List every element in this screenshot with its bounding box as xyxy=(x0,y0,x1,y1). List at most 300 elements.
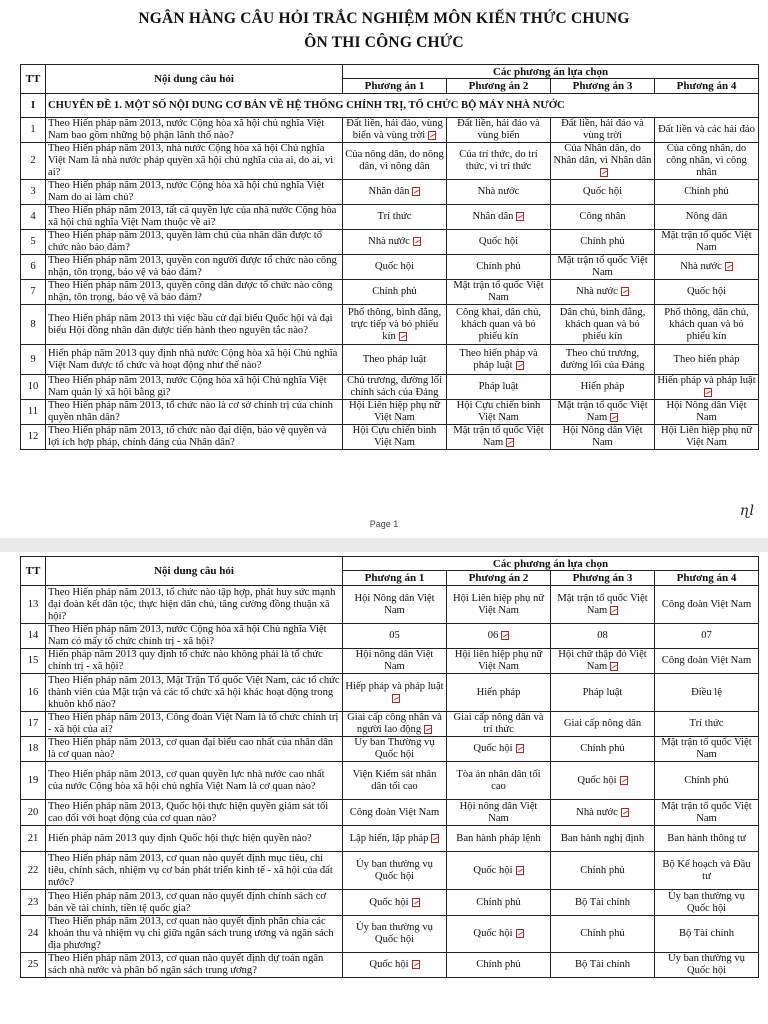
question-number: 22 xyxy=(21,852,46,890)
answer-option-4 xyxy=(655,143,759,180)
question-text: Hiến pháp năm 2013 quy định tổ chức nào không phải là tổ chức chính trị - xã hội? xyxy=(46,649,343,674)
answer-option-3 xyxy=(551,255,655,280)
answer-option-1 xyxy=(343,425,447,450)
answer-option-3 xyxy=(551,425,655,450)
question-number: 16 xyxy=(21,674,46,712)
answer-option-text: Công đoàn Việt Nam xyxy=(661,598,752,610)
answer-option-3 xyxy=(551,345,655,375)
answer-option-text: Mặt trận tổ quốc Việt Nam xyxy=(453,425,544,448)
answer-option-text: Giai cấp nông dân và trí thức xyxy=(453,712,544,735)
answer-option-3 xyxy=(551,649,655,674)
answer-option-4 xyxy=(655,916,759,953)
answer-option-4 xyxy=(655,762,759,800)
answer-option-text: Mặt trận tổ quốc Việt Nam xyxy=(557,400,648,423)
question-number: 20 xyxy=(21,800,46,826)
answer-option-3 xyxy=(551,305,655,345)
answer-option-2 xyxy=(447,852,551,890)
question-text: Hiến pháp năm 2013 quy định Quốc hội thực hiện quyền nào? xyxy=(46,826,343,852)
answer-option-text: Theo hiến pháp xyxy=(673,353,740,365)
header-content: Nội dung câu hỏi xyxy=(46,557,343,586)
answer-option-text: Ủy ban Thường vụ Quốc hội xyxy=(354,737,435,760)
answer-option-text: Nhà nước xyxy=(368,236,410,247)
answer-option-text: Đất liền, hải đảo, vùng biển và vùng trời xyxy=(346,118,443,141)
question-text: Theo Hiến pháp năm 2013, cơ quan nào quyết định mục tiêu, chỉ tiêu, chính sách, nhiệm vụ cơ bản phát triển kinh tế - xã hội của đất nước? xyxy=(46,852,343,890)
question-number: 1 xyxy=(21,118,46,143)
answer-option-4 xyxy=(655,953,759,978)
answer-option-text: Quốc hội xyxy=(473,743,513,754)
answer-option-1 xyxy=(343,375,447,400)
header-content: Nội dung câu hỏi xyxy=(46,65,343,94)
answer-mark-icon xyxy=(431,834,439,843)
answer-option-4 xyxy=(655,375,759,400)
answer-option-text: Hội chữ thập đỏ Việt Nam xyxy=(558,649,647,672)
page-footer: Page 1 xyxy=(369,519,399,529)
answer-option-4 xyxy=(655,737,759,762)
answer-option-1 xyxy=(343,280,447,305)
question-table-page-2 xyxy=(20,556,759,978)
answer-option-text: Công khai, dân chủ, khách quan và bỏ phiếu kín xyxy=(455,306,542,342)
question-text: Theo Hiến pháp năm 2013, Công đoàn Việt Nam là tổ chức chính trị - xã hội của ai? xyxy=(46,712,343,737)
answer-option-4 xyxy=(655,425,759,450)
answer-mark-icon xyxy=(392,694,400,703)
answer-option-text: Nhà nước xyxy=(576,286,618,297)
answer-option-text: Bộ Tài chính xyxy=(574,959,631,970)
answer-option-2 xyxy=(447,890,551,916)
answer-option-1 xyxy=(343,916,447,953)
answer-option-text: Quốc hội xyxy=(478,236,519,247)
section-number: I xyxy=(21,94,46,118)
answer-option-2 xyxy=(447,826,551,852)
question-number: 19 xyxy=(21,762,46,800)
answer-option-1 xyxy=(343,800,447,826)
answer-option-text: Hiến pháp xyxy=(580,381,625,392)
answer-option-text: Nông dân xyxy=(685,211,728,222)
section-title: CHUYÊN ĐỀ 1. MỘT SỐ NỘI DUNG CƠ BẢN VỀ HỆ THỐNG CHÍNH TRỊ, TỔ CHỨC BỘ MÁY NHÀ NƯỚC xyxy=(46,94,759,118)
answer-option-3 xyxy=(551,916,655,953)
answer-option-text: Của công nhân, do công nhân, vì công nhân xyxy=(666,143,747,178)
answer-option-1 xyxy=(343,180,447,205)
answer-option-text: Theo pháp luật xyxy=(362,353,427,365)
question-number: 12 xyxy=(21,425,46,450)
answer-option-text: Ban hành pháp lệnh xyxy=(456,832,541,844)
answer-option-3 xyxy=(551,953,655,978)
answer-option-text: Mặt trận tổ quốc Việt Nam xyxy=(557,592,648,616)
question-number: 5 xyxy=(21,230,46,255)
header-option-3: Phương án 3 xyxy=(551,571,655,586)
question-number: 18 xyxy=(21,737,46,762)
answer-option-2 xyxy=(447,586,551,624)
answer-option-2 xyxy=(447,737,551,762)
question-row xyxy=(21,737,759,762)
question-text: Theo Hiến pháp năm 2013, cơ quan quyền lực nhà nước cao nhất của nước Cộng hòa xã hội chủ nghĩa Việt Nam là cơ quan nào? xyxy=(46,762,343,800)
answer-option-3 xyxy=(551,118,655,143)
question-row xyxy=(21,852,759,890)
answer-mark-icon xyxy=(610,662,618,671)
question-row xyxy=(21,305,759,345)
answer-option-text: Hội nông dân Việt Nam xyxy=(355,649,434,672)
answer-option-4 xyxy=(655,180,759,205)
question-number: 3 xyxy=(21,180,46,205)
answer-option-2 xyxy=(447,712,551,737)
answer-mark-icon xyxy=(506,438,514,447)
answer-option-4 xyxy=(655,624,759,649)
answer-option-3 xyxy=(551,712,655,737)
question-number: 23 xyxy=(21,890,46,916)
question-row xyxy=(21,375,759,400)
answer-mark-icon xyxy=(428,131,436,140)
question-text: Theo Hiến pháp năm 2013, nước Cộng hòa xã hội chủ nghĩa Việt Nam bao gồm những bộ phận lãnh thổ nào? xyxy=(46,118,343,143)
question-number: 17 xyxy=(21,712,46,737)
question-row xyxy=(21,826,759,852)
answer-option-3 xyxy=(551,143,655,180)
question-row xyxy=(21,205,759,230)
answer-option-text: Chính phủ xyxy=(476,959,521,970)
answer-mark-icon xyxy=(413,237,421,246)
question-text: Theo Hiến pháp năm 2013, nước Cộng hòa xã hội Chủ nghĩa Việt Nam có mấy tổ chức chính trị - xã hội? xyxy=(46,624,343,649)
answer-option-1 xyxy=(343,649,447,674)
answer-option-text: Ủy ban thường vụ Quốc hội xyxy=(356,922,433,945)
question-number: 4 xyxy=(21,205,46,230)
answer-option-text: Điều lệ xyxy=(691,686,722,698)
answer-option-text: Giai cấp công nhân và người lao động xyxy=(347,712,442,735)
answer-option-text: Bộ Tài chính xyxy=(678,928,735,939)
answer-option-3 xyxy=(551,674,655,712)
answer-option-4 xyxy=(655,890,759,916)
question-row xyxy=(21,674,759,712)
question-row xyxy=(21,953,759,978)
header-options-group: Các phương án lựa chọn xyxy=(343,557,759,571)
answer-option-4 xyxy=(655,826,759,852)
answer-option-text: Công nhân xyxy=(579,211,626,222)
question-number: 11 xyxy=(21,400,46,425)
answer-mark-icon xyxy=(412,960,420,969)
question-text: Theo Hiến pháp năm 2013, tổ chức nào tập hợp, phát huy sức mạnh đại đoàn kết dân tộc, thực hiện dân chủ, tăng cường đồng thuận xã hội? xyxy=(46,586,343,624)
answer-option-2 xyxy=(447,375,551,400)
answer-option-text: Quốc hội xyxy=(369,959,409,970)
answer-mark-icon xyxy=(412,898,420,907)
answer-option-1 xyxy=(343,255,447,280)
question-row xyxy=(21,916,759,953)
answer-option-text: Quốc hội xyxy=(582,186,623,197)
answer-option-text: Tòa án nhân dân tối cao xyxy=(456,768,541,792)
answer-option-text: Trí thức xyxy=(689,718,724,729)
answer-option-text: Mặt trận tổ quốc Việt Nam xyxy=(661,230,752,253)
answer-option-text: Nhà nước xyxy=(576,806,618,818)
answer-option-text: Nhà nước xyxy=(477,186,520,197)
question-text: Theo Hiến pháp năm 2013 thì việc bầu cử đại biểu Quốc hội và đại biểu Hội đồng nhân dân được tiến hành theo nguyên tắc nào? xyxy=(46,305,343,345)
answer-mark-icon xyxy=(424,725,432,734)
answer-option-2 xyxy=(447,762,551,800)
question-text: Theo Hiến pháp năm 2013, Mặt Trận Tổ quốc Việt Nam, các tổ chức thành viên của Mặt trận và các tổ chức xã hội khác hoạt động trong khuôn khổ nào? xyxy=(46,674,343,712)
answer-option-4 xyxy=(655,800,759,826)
question-row xyxy=(21,143,759,180)
answer-option-text: Chính phủ xyxy=(684,186,729,197)
answer-option-text: Trí thức xyxy=(377,211,412,222)
answer-option-text: Ban hành nghị định xyxy=(560,832,645,844)
question-row xyxy=(21,762,759,800)
answer-option-text: Quốc hội xyxy=(369,896,409,908)
answer-option-text: Hội Cựu chiến binh Việt Nam xyxy=(352,425,437,448)
answer-option-text: Chính phủ xyxy=(580,928,625,939)
answer-option-text: Ban hành thông tư xyxy=(667,832,746,844)
answer-option-1 xyxy=(343,762,447,800)
answer-option-text: Mặt trận tổ quốc Việt Nam xyxy=(661,737,752,760)
answer-option-text: Hội Liên hiệp phụ nữ Việt Nam xyxy=(348,400,441,423)
answer-option-1 xyxy=(343,712,447,737)
answer-option-4 xyxy=(655,255,759,280)
answer-option-4 xyxy=(655,712,759,737)
answer-option-text: Hội Nông dân Việt Nam xyxy=(562,425,643,448)
answer-option-text: Hội nông dân Việt Nam xyxy=(459,800,538,824)
answer-option-3 xyxy=(551,890,655,916)
answer-option-text: Chính phủ xyxy=(476,261,521,272)
answer-option-text: Hội Cựu chiến binh Việt Nam xyxy=(456,400,541,423)
answer-option-2 xyxy=(447,400,551,425)
answer-mark-icon xyxy=(620,776,628,785)
answer-option-4 xyxy=(655,586,759,624)
answer-option-text: Ủy ban thường vụ Quốc hội xyxy=(668,953,745,976)
answer-option-text: Bộ Kế hoạch và Đầu tư xyxy=(662,858,751,882)
question-text: Theo Hiến pháp năm 2013, Quốc hội thực hiện quyền giám sát tối cao đối với hoạt động của cơ quan nào? xyxy=(46,800,343,826)
answer-option-2 xyxy=(447,205,551,230)
answer-option-2 xyxy=(447,305,551,345)
answer-option-text: Hiếp pháp và pháp luật xyxy=(345,680,444,692)
answer-option-3 xyxy=(551,800,655,826)
header-options-group: Các phương án lựa chọn xyxy=(343,65,759,79)
answer-mark-icon xyxy=(412,187,420,196)
answer-option-4 xyxy=(655,852,759,890)
question-number: 25 xyxy=(21,953,46,978)
answer-option-1 xyxy=(343,852,447,890)
header-tt: TT xyxy=(21,557,46,586)
header-option-2: Phương án 2 xyxy=(447,571,551,586)
answer-option-3 xyxy=(551,624,655,649)
question-text: Theo Hiến pháp năm 2013, cơ quan nào quyết định chính sách cơ bản về tài chính, tiền tệ quốc gia? xyxy=(46,890,343,916)
question-row xyxy=(21,624,759,649)
answer-option-text: Dân chủ, bình đẳng, khách quan và bỏ phiếu kín xyxy=(559,306,646,342)
answer-option-3 xyxy=(551,280,655,305)
question-text: Theo Hiến pháp năm 2013, tất cả quyền lực của nhà nước Cộng hòa xã hội chủ nghĩa Việt Nam thuộc về ai? xyxy=(46,205,343,230)
answer-option-3 xyxy=(551,375,655,400)
answer-option-4 xyxy=(655,400,759,425)
answer-option-3 xyxy=(551,400,655,425)
answer-option-text: 06 xyxy=(487,630,499,641)
answer-option-4 xyxy=(655,205,759,230)
answer-mark-icon xyxy=(600,168,608,177)
answer-option-text: Đất liền, hải đảo và vùng trời xyxy=(561,118,644,141)
answer-mark-icon xyxy=(725,262,733,271)
question-number: 24 xyxy=(21,916,46,953)
question-row xyxy=(21,800,759,826)
answer-option-text: 07 xyxy=(701,630,712,641)
header-option-1: Phương án 1 xyxy=(343,79,447,94)
answer-option-2 xyxy=(447,255,551,280)
header-option-1: Phương án 1 xyxy=(343,571,447,586)
answer-option-1 xyxy=(343,624,447,649)
answer-option-text: Nhân dân xyxy=(472,211,514,222)
answer-option-2 xyxy=(447,800,551,826)
answer-option-1 xyxy=(343,143,447,180)
question-table-page-1 xyxy=(20,64,759,450)
answer-option-3 xyxy=(551,737,655,762)
answer-option-text: Quốc hội xyxy=(686,286,727,297)
answer-option-text: Chính phủ xyxy=(684,774,729,786)
answer-option-1 xyxy=(343,118,447,143)
document-subtitle: ÔN THI CÔNG CHỨC xyxy=(304,34,464,51)
answer-option-1 xyxy=(343,345,447,375)
answer-option-text: Theo hiến pháp và pháp luật xyxy=(459,347,538,371)
answer-option-text: Của trí thức, do trí thức, vì trí thức xyxy=(459,149,538,172)
question-text: Theo Hiến pháp năm 2013, quyền làm chủ của nhân dân được tổ chức nào bảo đảm? xyxy=(46,230,343,255)
answer-mark-icon xyxy=(516,744,524,753)
question-text: Theo Hiến pháp năm 2013, tổ chức nào đại diện, bảo vệ quyền và lợi ích hợp pháp, chính đáng của Nhân dân? xyxy=(46,425,343,450)
page-separator xyxy=(0,538,768,552)
question-text: Theo Hiến pháp năm 2013, quyền công dân được tổ chức nào công nhận, tôn trọng, bảo vệ và bảo đảm? xyxy=(46,280,343,305)
question-row xyxy=(21,890,759,916)
answer-option-text: Hội Nông dân Việt Nam xyxy=(354,592,435,616)
answer-option-text: Mặt trận tổ quốc Việt Nam xyxy=(453,280,544,303)
answer-option-1 xyxy=(343,400,447,425)
answer-option-text: Công đoàn Việt Nam xyxy=(349,806,440,818)
question-text: Theo Hiến pháp năm 2013, cơ quan nào quyết định dự toán ngân sách nhà nước và phân bổ ngân sách trung ương? xyxy=(46,953,343,978)
answer-option-text: Nhân dân xyxy=(368,186,410,197)
answer-option-text: Nhà nước xyxy=(680,261,722,272)
answer-option-4 xyxy=(655,230,759,255)
answer-mark-icon xyxy=(704,388,712,397)
question-row xyxy=(21,425,759,450)
answer-option-text: 05 xyxy=(389,630,400,641)
question-text: Theo Hiến pháp năm 2013, nước Cộng hòa xã hội Chủ nghĩa Việt Nam quản lý xã hội bằng gì? xyxy=(46,375,343,400)
question-row xyxy=(21,586,759,624)
answer-option-text: Mặt trận tổ quốc Việt Nam xyxy=(661,800,752,824)
answer-option-1 xyxy=(343,205,447,230)
answer-option-1 xyxy=(343,230,447,255)
question-text: Theo Hiến pháp năm 2013, nước Cộng hòa xã hội chủ nghĩa Việt Nam do ai làm chủ? xyxy=(46,180,343,205)
answer-mark-icon xyxy=(501,631,509,640)
answer-option-2 xyxy=(447,624,551,649)
answer-option-4 xyxy=(655,118,759,143)
question-number: 2 xyxy=(21,143,46,180)
question-number: 6 xyxy=(21,255,46,280)
answer-option-1 xyxy=(343,953,447,978)
answer-mark-icon xyxy=(516,212,524,221)
question-row xyxy=(21,180,759,205)
question-number: 13 xyxy=(21,586,46,624)
answer-option-text: Chính phủ xyxy=(476,896,521,908)
answer-option-text: Đất liền, hải đảo và vùng biển xyxy=(457,118,540,141)
question-number: 14 xyxy=(21,624,46,649)
answer-option-text: Quốc hội xyxy=(473,864,513,876)
answer-option-text: Mặt trận tổ quốc Việt Nam xyxy=(557,255,648,278)
answer-option-4 xyxy=(655,674,759,712)
answer-option-2 xyxy=(447,674,551,712)
answer-option-1 xyxy=(343,737,447,762)
question-row xyxy=(21,345,759,375)
question-number: 15 xyxy=(21,649,46,674)
answer-option-text: Lập hiến, lập pháp xyxy=(349,832,429,844)
answer-option-text: Quốc hội xyxy=(473,928,513,939)
answer-option-text: Chính phủ xyxy=(372,286,417,297)
answer-option-2 xyxy=(447,180,551,205)
answer-option-3 xyxy=(551,852,655,890)
answer-option-3 xyxy=(551,826,655,852)
answer-option-text: Hiến pháp và pháp luật xyxy=(657,375,756,386)
answer-option-text: Đất liền và các hải đảo xyxy=(658,124,755,135)
answer-option-text: Ủy ban thường vụ Quốc hội xyxy=(668,890,745,914)
answer-option-text: Hội liên hiệp phụ nữ Việt Nam xyxy=(454,649,543,672)
question-number: 10 xyxy=(21,375,46,400)
answer-mark-icon xyxy=(516,361,524,370)
question-row xyxy=(21,230,759,255)
answer-mark-icon xyxy=(621,808,629,817)
answer-option-text: Quốc hội xyxy=(577,774,617,786)
header-option-4: Phương án 4 xyxy=(655,571,759,586)
answer-option-text: Công đoàn Việt Nam xyxy=(661,655,752,666)
answer-option-text: Chính phủ xyxy=(580,236,625,247)
answer-option-text: Pháp luật xyxy=(582,686,623,698)
answer-option-2 xyxy=(447,230,551,255)
question-row xyxy=(21,649,759,674)
question-text: Theo Hiến pháp năm 2013, quyền con người được tổ chức nào công nhận, tôn trọng, bảo vệ và bảo đảm? xyxy=(46,255,343,280)
answer-option-text: Chủ trương, đường lối chính sách của Đảng xyxy=(346,375,443,398)
question-row xyxy=(21,118,759,143)
answer-option-text: Theo chủ trương, đường lối của Đảng xyxy=(560,347,645,371)
answer-option-3 xyxy=(551,762,655,800)
question-row xyxy=(21,712,759,737)
answer-option-text: Bộ Tài chính xyxy=(574,896,631,908)
answer-option-1 xyxy=(343,826,447,852)
answer-option-2 xyxy=(447,280,551,305)
answer-option-text: 08 xyxy=(597,630,608,641)
answer-option-4 xyxy=(655,345,759,375)
answer-option-3 xyxy=(551,586,655,624)
answer-mark-icon xyxy=(399,332,407,341)
question-text: Hiến pháp năm 2013 quy định nhà nước Cộng hòa xã hội Chủ nghĩa Việt Nam được tổ chức và hoạt động như thế nào? xyxy=(46,345,343,375)
answer-option-text: Hội Liên hiệp phụ nữ Việt Nam xyxy=(452,592,545,616)
answer-option-1 xyxy=(343,674,447,712)
answer-option-text: Quốc hội xyxy=(374,261,415,272)
answer-option-text: Chính phủ xyxy=(580,743,625,754)
answer-mark-icon xyxy=(610,413,618,422)
question-number: 9 xyxy=(21,345,46,375)
answer-option-2 xyxy=(447,118,551,143)
answer-option-text: Phổ thông, dân chủ, khách quan và bỏ phiếu kín xyxy=(664,306,749,342)
answer-option-2 xyxy=(447,916,551,953)
question-text: Theo Hiến pháp năm 2013, nhà nước Cộng hòa xã hội Chủ nghĩa Việt Nam là nhà nước pháp quyền xã hội chủ nghĩa của ai, do ai, vì ai? xyxy=(46,143,343,180)
answer-option-2 xyxy=(447,649,551,674)
answer-option-text: Chính phủ xyxy=(580,864,625,876)
answer-option-3 xyxy=(551,230,655,255)
handwritten-mark: ɳl xyxy=(739,503,754,519)
answer-option-2 xyxy=(447,345,551,375)
answer-option-text: Viện Kiểm sát nhân dân tối cao xyxy=(352,768,437,792)
answer-option-1 xyxy=(343,586,447,624)
header-tt: TT xyxy=(21,65,46,94)
answer-option-text: Của nông dân, do nông dân, vì nông dân xyxy=(345,149,444,172)
answer-option-text: Phổ thông, bình đẳng, trực tiếp và bỏ phiếu kín xyxy=(347,306,442,342)
question-number: 7 xyxy=(21,280,46,305)
question-number: 8 xyxy=(21,305,46,345)
answer-option-4 xyxy=(655,649,759,674)
question-number: 21 xyxy=(21,826,46,852)
answer-mark-icon xyxy=(610,606,618,615)
header-option-2: Phương án 2 xyxy=(447,79,551,94)
header-option-3: Phương án 3 xyxy=(551,79,655,94)
question-text: Theo Hiến pháp năm 2013, cơ quan nào quyết định phân chia các khoản thu và nhiệm vụ chi giữa ngân sách trung ương và ngân sách địa phương? xyxy=(46,916,343,953)
question-row xyxy=(21,400,759,425)
answer-mark-icon xyxy=(516,866,524,875)
answer-option-text: Hội Liên hiệp phụ nữ Việt Nam xyxy=(660,425,753,448)
